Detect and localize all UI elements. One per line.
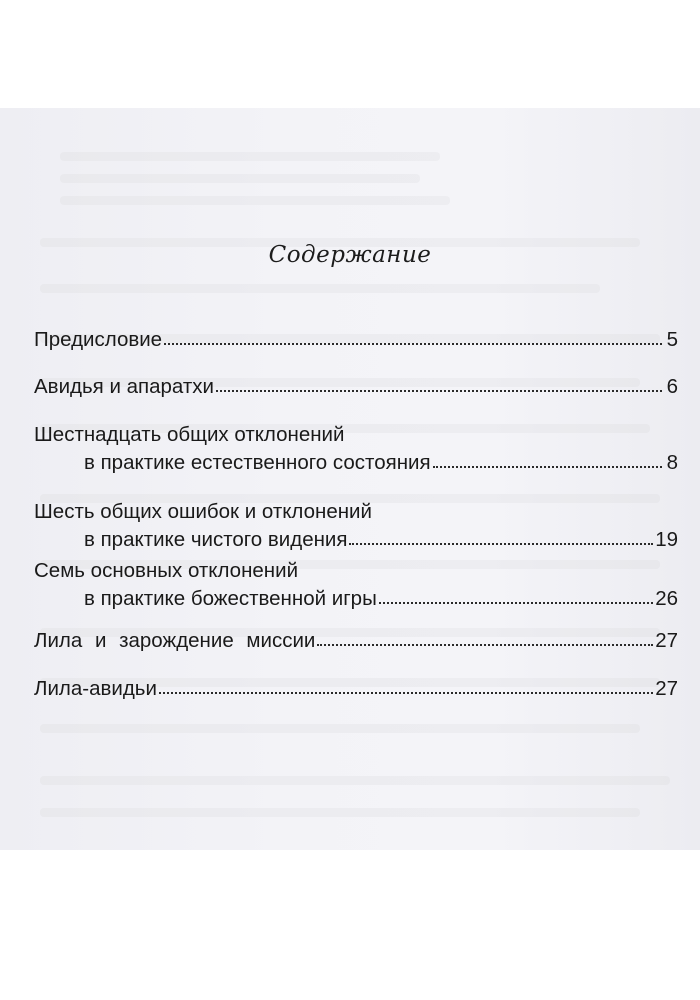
toc-entry-title: Шестнадцать общих отклонений (34, 423, 345, 446)
toc-entry-title: Авидья и апаратхи (34, 375, 214, 398)
toc-entry[interactable] (34, 373, 678, 401)
toc-entry-title: Семь основных отклонений (34, 559, 299, 582)
toc-entry-subtitle: в практике чистого видения (84, 528, 348, 551)
toc-page-number: 8 (666, 451, 678, 474)
toc-entry[interactable] (34, 627, 678, 655)
dot-leader (317, 644, 653, 646)
toc-entry-title: Лила и зарождение миссии (34, 629, 316, 652)
toc-entry-title: Предисловие (34, 328, 163, 351)
toc-page-number: 5 (666, 328, 678, 351)
toc-entry[interactable] (34, 326, 678, 354)
dot-leader (433, 466, 662, 468)
toc-page-number: 27 (655, 629, 678, 652)
toc-entry[interactable] (34, 557, 678, 613)
dot-leader (159, 692, 653, 694)
toc-entry-title: Лила-авидьи (34, 677, 157, 700)
toc-entry[interactable] (34, 421, 678, 477)
toc-page-number: 26 (655, 587, 678, 610)
paper-sheet (0, 108, 700, 850)
toc-entry[interactable] (34, 498, 678, 554)
toc-entry-title: Шесть общих ошибок и отклонений (34, 500, 372, 523)
toc-page-number: 19 (655, 528, 678, 551)
dot-leader (164, 343, 662, 345)
toc-entry-subtitle: в практике естественного состояния (84, 451, 431, 474)
dot-leader (216, 390, 662, 392)
toc-entry[interactable] (34, 675, 678, 703)
toc-page-number: 6 (666, 375, 678, 398)
toc-page-number: 27 (655, 677, 678, 700)
dot-leader (379, 602, 653, 604)
toc-entry-subtitle: в практике божественной игры (84, 587, 377, 610)
dot-leader (349, 543, 653, 545)
toc-title: Содержание (268, 242, 432, 268)
